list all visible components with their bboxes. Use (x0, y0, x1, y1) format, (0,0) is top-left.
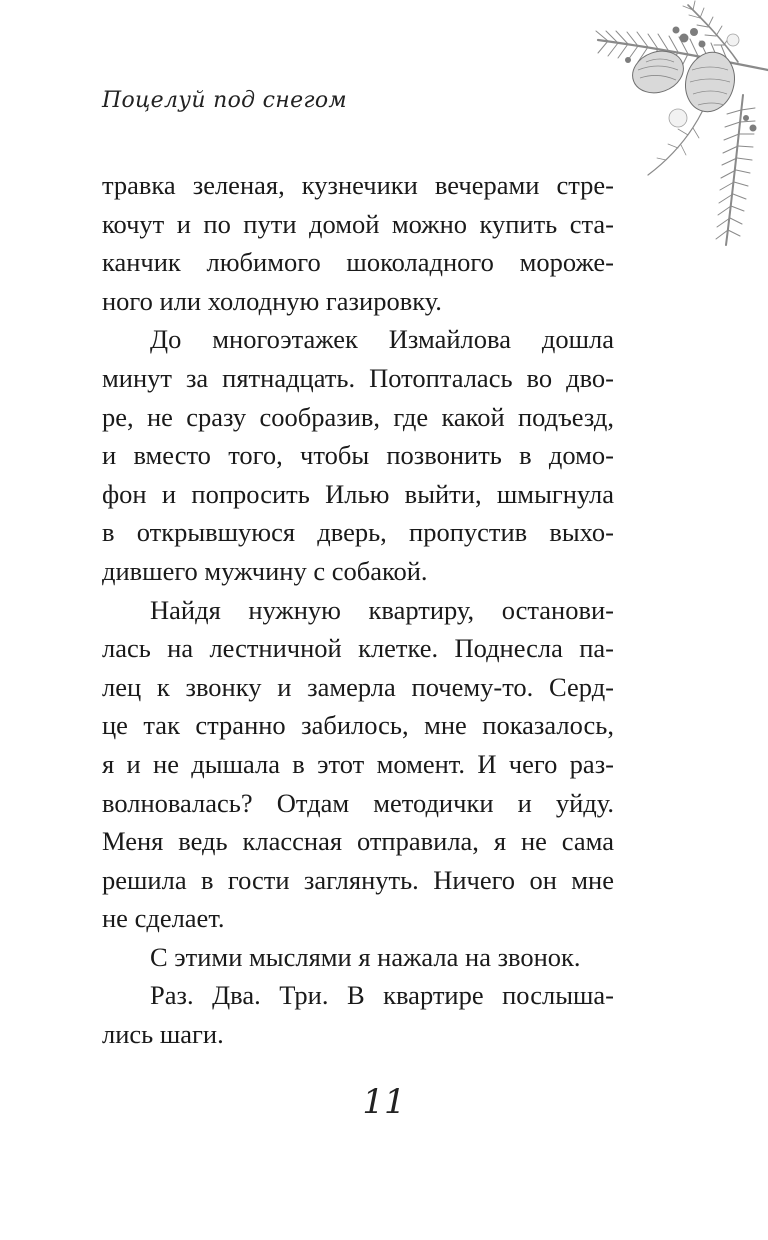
text-line: я и не дышала в этот момент. И чего раз- (102, 748, 614, 779)
text-line: травка зеленая, кузнечики вечерами стре- (102, 170, 614, 200)
text-line: фон и попросить Илью выйти, шмыгнула (102, 478, 614, 509)
text-line: лась на лестничной клетке. Поднесла па- (102, 633, 614, 664)
text-line: канчик любимого шоколадного мороже- (102, 247, 614, 278)
text-line: С этими мыслями я нажала на звонок. (150, 941, 581, 972)
paragraph (102, 976, 614, 1053)
text-line: кочут и по пути домой можно купить ста- (102, 208, 614, 239)
text-line: и вместо того, чтобы позвонить в домо- (102, 440, 614, 471)
text-line: минут за пятнадцать. Потопталась во дво- (102, 362, 614, 393)
text-line: Найдя нужную квартиру, останови- (150, 594, 614, 625)
text-line: До многоэтажек Измайлова дошла (150, 324, 614, 355)
text-line: лец к звонку и замерла почему-то. Серд- (102, 671, 614, 702)
running-head: Поцелуй под снегом (102, 88, 347, 113)
paragraph (102, 591, 614, 938)
text-line: Меня ведь классная отправила, я не сама (102, 826, 614, 857)
text-line: решила в гости заглянуть. Ничего он мне (102, 864, 614, 895)
text-line: лись шаги. (102, 1019, 224, 1050)
main-text (102, 166, 614, 1054)
paragraph (102, 166, 614, 320)
text-line: це так странно забилось, мне показалось, (102, 710, 614, 741)
text-line: не сделает. (102, 903, 225, 934)
text-line: Раз. Два. Три. В квартире послыша- (150, 980, 614, 1011)
text-line: ре, не сразу сообразив, где какой подъезд, (102, 401, 614, 432)
paragraph (102, 938, 614, 977)
text-line: в открывшуюся дверь, пропустив выхо- (102, 517, 614, 548)
paragraph (102, 320, 614, 590)
page-number: 11 (362, 1082, 406, 1122)
text-line: дившего мужчину с собакой. (102, 555, 428, 586)
text-line: волновалась? Отдам методички и уйду. (102, 787, 614, 818)
text-line: ного или холодную газировку. (102, 285, 442, 316)
